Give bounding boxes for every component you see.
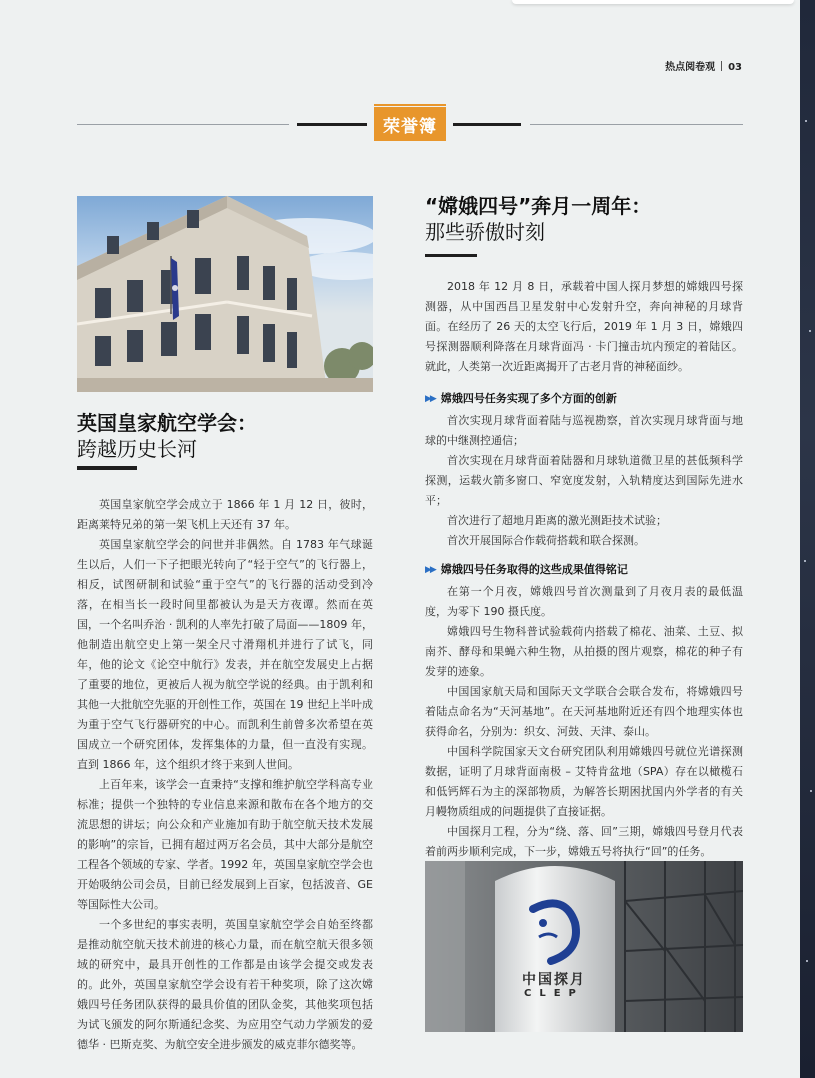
- clep-logo-en: CLEP: [524, 988, 584, 999]
- right-title-underline: [425, 254, 477, 257]
- innovation-item: 首次实现月球背面着陆与巡视勘察，首次实现月球背面与地球的中继测控通信；: [425, 414, 743, 447]
- right-article-intro: [425, 277, 743, 377]
- left-article-title: [77, 410, 257, 462]
- double-arrow-icon: ▶▶: [425, 394, 435, 404]
- star-dot: [809, 330, 811, 332]
- space-background-edge: [800, 0, 815, 1078]
- innovations-body: [425, 411, 743, 551]
- page-header: [665, 58, 742, 73]
- star-dot: [805, 120, 807, 122]
- left-title-line1: 英国皇家航空学会：: [77, 411, 257, 435]
- header-divider: [721, 61, 722, 71]
- achievement-item: 在第一个月夜，嫦娥四号首次测量到了月夜月表的最低温度，为零下 190 摄氏度。: [425, 585, 743, 618]
- innovation-item: 首次进行了超地月距离的激光测距技术试验；: [447, 514, 667, 527]
- top-tab: [512, 0, 794, 4]
- star-dot: [810, 790, 812, 792]
- right-title-line2: 那些骄傲时刻: [425, 220, 545, 244]
- section-heading-text: 嫦娥四号任务实现了多个方面的创新: [440, 392, 617, 405]
- banner-rule-left: [77, 124, 289, 125]
- section-name: 热点阅卷观: [665, 62, 716, 73]
- achievements-body: [425, 582, 743, 862]
- left-title-line2: 跨越历史长河: [77, 437, 197, 461]
- achievement-item: 中国国家航天局和国际天文学联合会联合发布，将嫦娥四号着陆点命名为“天河基地”。在天河基地附近还有四个地理实体也获得命名，分别为：织女、河鼓、天津、泰山。: [425, 685, 743, 738]
- achievement-item: 中国科学院国家天文台研究团队利用嫦娥四号就位光谱探测数据，证明了月球背面南极 – 艾特肯盆地（SPA）存在以橄榄石和低钙辉石为主的深部物质，为解答长期困扰国内外学者的有关月幔物质组成的问题提供了直接证据。: [425, 745, 743, 818]
- innovation-item: 首次实现在月球背面着陆器和月球轨道微卫星的甚低频科学探测，运载火箭多窗口、窄宽度发射，入轨精度达到国际先进水平；: [425, 454, 743, 507]
- left-paragraph: 英国皇家航空学会的问世并非偶然。自 1783 年气球诞生以后，人们一下子把眼光转向了“轻于空气”的飞行器上，相反，试图研制和试验“重于空气”的飞行器的活动受到冷落，在相当长一段时间里都被认为是天方夜谭。然而在英国，一个名叫乔治 · 凯利的人率先打破了局面——1809 年，他制造出航空史上第一架全尺寸滑翔机并进行了试飞，同年，他的论文《论空中航行》发表，并在航空发展史上占据了重要的地位，更被后人视为航空学说的经典。由于凯利和其他一大批航空先驱的开创性工作，英国在 19 世纪上半叶成为重于空气飞行器研究的中心。而凯利生前曾多次希望在英国成立一个研究团体，发挥集体的力量，但一直没有实现。直到 1866 年，这个组织才终于来到人世间。: [77, 538, 373, 771]
- section-heading-achievements: [425, 562, 628, 578]
- intro-paragraph: 2018 年 12 月 8 日，承载着中国人探月梦想的嫦娥四号探测器，从中国西昌卫星发射中心发射升空，奔向神秘的月球背面。在经历了 26 天的太空飞行后，2019 年 1 月 3 日，嫦娥四号探测器顺利降落在月球背面冯 · 卡门撞击坑内预定的着陆区。就此，人类第一次近距离揭开了古老月背的神秘面纱。: [425, 280, 743, 373]
- page-number: 03: [728, 62, 742, 73]
- left-article-body: [77, 495, 373, 1055]
- right-title-line1: “嫦娥四号”奔月一周年：: [425, 194, 652, 218]
- clep-logo-cn: 中国探月: [522, 972, 586, 988]
- star-dot: [804, 560, 806, 562]
- left-paragraph: 上百年来，该学会一直秉持“支撑和维护航空学科高专业标准；提供一个独特的专业信息来源和散布在各个地方的交流思想的讲坛；向公众和产业施加有助于航空航天技术发展的影响”的宗旨，已拥有超过两万名会员，其中大部分是航空工程各个领域的专家、学者。1992 年，英国皇家航空学会也开始吸纳公司会员，目前已经发展到上百家，包括波音、GE 等国际性大公司。: [77, 778, 373, 911]
- banner-rule-right-bold: [453, 123, 521, 126]
- double-arrow-icon: ▶▶: [425, 565, 435, 575]
- section-heading-text: 嫦娥四号任务取得的这些成果值得铭记: [440, 563, 628, 576]
- innovation-item: 首次开展国际合作载荷搭载和联合探测。: [447, 534, 645, 547]
- left-paragraph: 一个多世纪的事实表明，英国皇家航空学会自始至终都是推动航空航天技术前进的核心力量，而在航空航天很多领域的研究中，最具开创性的工作都是由该学会提交或发表的。此外，英国皇家航空学会设有若干种奖项，除了这次嫦娥四号任务团队获得的最具价值的团队金奖，其他奖项包括为试飞颁发的阿尔斯通纪念奖、为应用空气动力学颁发的爱德华 · 巴斯克奖、为航空安全进步颁发的威克菲尔德奖等。: [77, 918, 373, 1051]
- section-heading-innovations: [425, 391, 617, 407]
- banner-rule-left-bold: [297, 123, 367, 126]
- building-photo: [77, 196, 373, 392]
- star-dot: [806, 960, 808, 962]
- achievement-item: 嫦娥四号生物科普试验载荷内搭载了棉花、油菜、土豆、拟南芥、酵母和果蝇六种生物，从拍摄的图片观察，棉花的种子有发芽的迹象。: [425, 625, 743, 678]
- left-title-underline: [77, 466, 137, 470]
- banner-rule-right: [530, 124, 743, 125]
- right-article-title: [425, 193, 651, 245]
- achievement-item: 中国探月工程，分为“绕、落、回”三期，嫦娥四号登月代表着前两步顺利完成，下一步，嫦娥五号将执行“回”的任务。: [425, 825, 743, 858]
- banner-label: 荣誉簿: [374, 107, 446, 141]
- rocket-photo: [425, 861, 743, 1032]
- left-paragraph: 英国皇家航空学会成立于 1866 年 1 月 12 日，彼时，距离莱特兄弟的第一架飞机上天还有 37 年。: [77, 498, 373, 531]
